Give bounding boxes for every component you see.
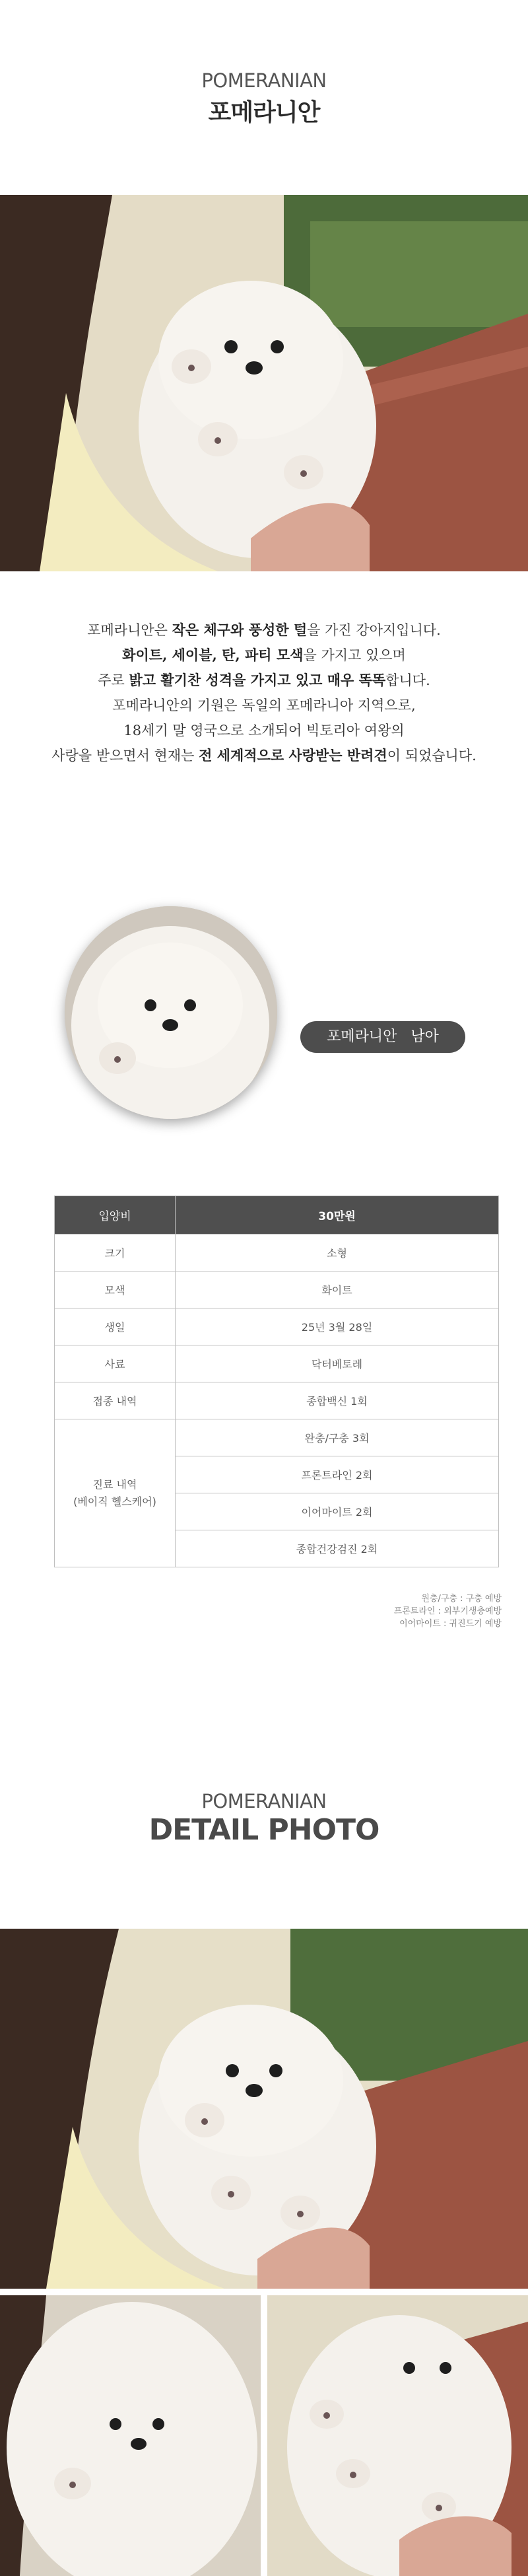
table-row [55, 1345, 499, 1382]
row-label: 모색 [55, 1271, 176, 1308]
profile-photo [65, 906, 277, 1119]
detail-photo-left [0, 2295, 261, 2576]
table-row [55, 1234, 499, 1271]
intro-text-run: 사랑을 받으면서 현재는 [51, 748, 199, 764]
row-label: 접종 내역 [55, 1382, 176, 1419]
intro-text-run: 주로 [98, 672, 129, 688]
care-label: 진료 내역 [92, 1478, 137, 1491]
intro-line [0, 718, 528, 743]
intro-emphasis: 작은 체구와 풍성한 털 [172, 622, 308, 638]
profile-sex: 남아 [411, 1028, 439, 1045]
table-row [55, 1419, 499, 1456]
main-puppy-photo [0, 195, 528, 571]
care-sublabel: (베이직 헬스케어) [73, 1495, 156, 1508]
table-header-value: 30만원 [176, 1196, 499, 1234]
detail-photo-large [0, 1929, 528, 2289]
profile-badge [300, 1021, 465, 1053]
intro-emphasis: 전 세계적으로 사랑받는 반려견 [199, 747, 387, 764]
table-header-row [55, 1196, 499, 1234]
table-row [55, 1308, 499, 1345]
intro-line [0, 668, 528, 693]
intro-text-run: 포메라니안의 기원은 독일의 포메라니아 지역으로, [112, 698, 416, 713]
footnote: 프론트라인 : 외부기생충예방 [393, 1606, 502, 1616]
detail-photo-right [267, 2295, 528, 2576]
care-value: 프론트라인 2회 [176, 1456, 499, 1493]
intro-line [0, 618, 528, 643]
page-title: 포메라니안 [208, 99, 320, 126]
footnote: 원충/구충 : 구충 예방 [421, 1594, 502, 1604]
care-value: 이어마이트 2회 [176, 1493, 499, 1530]
care-value: 종합건강검진 2회 [176, 1530, 499, 1567]
table-row [55, 1271, 499, 1308]
intro-text-run: 을 가지고 있으며 [303, 647, 406, 663]
detail-eng-label: POMERANIAN [201, 1790, 327, 1812]
intro-text-run: 이 되었습니다. [387, 748, 477, 764]
detail-title: DETAIL PHOTO [148, 1813, 380, 1847]
row-value: 25년 3월 28일 [176, 1308, 499, 1345]
intro-text-run: 합니다. [385, 672, 430, 688]
row-label: 생일 [55, 1308, 176, 1345]
footnote: 이어마이트 : 귀진드기 예방 [399, 1619, 502, 1629]
footnotes [394, 1592, 502, 1630]
intro-line [0, 643, 528, 668]
intro-text [0, 618, 528, 768]
row-value: 종합백신 1회 [176, 1382, 499, 1419]
row-value: 닥터베토레 [176, 1345, 499, 1382]
header-eng-label: POMERANIAN [201, 69, 327, 92]
table-row [55, 1382, 499, 1419]
care-value: 완충/구충 3회 [176, 1419, 499, 1456]
care-label-cell [55, 1419, 176, 1567]
row-label: 크기 [55, 1234, 176, 1271]
table-header-label: 입양비 [55, 1196, 176, 1234]
row-value: 소형 [176, 1234, 499, 1271]
intro-text-run: 을 가진 강아지입니다. [307, 622, 441, 638]
intro-emphasis: 화이트, 세이블, 탄, 파티 모색 [122, 647, 304, 663]
intro-text-run: 포메라니안은 [87, 622, 172, 638]
intro-line [0, 693, 528, 718]
profile-name: 포메라니안 [327, 1028, 397, 1045]
info-table [54, 1196, 499, 1567]
row-label: 사료 [55, 1345, 176, 1382]
intro-text-run: 18세기 말 영국으로 소개되어 빅토리아 여왕의 [123, 723, 405, 738]
intro-line [0, 743, 528, 768]
row-value: 화이트 [176, 1271, 499, 1308]
intro-emphasis: 밝고 활기찬 성격을 가지고 있고 매우 똑똑 [129, 672, 386, 688]
